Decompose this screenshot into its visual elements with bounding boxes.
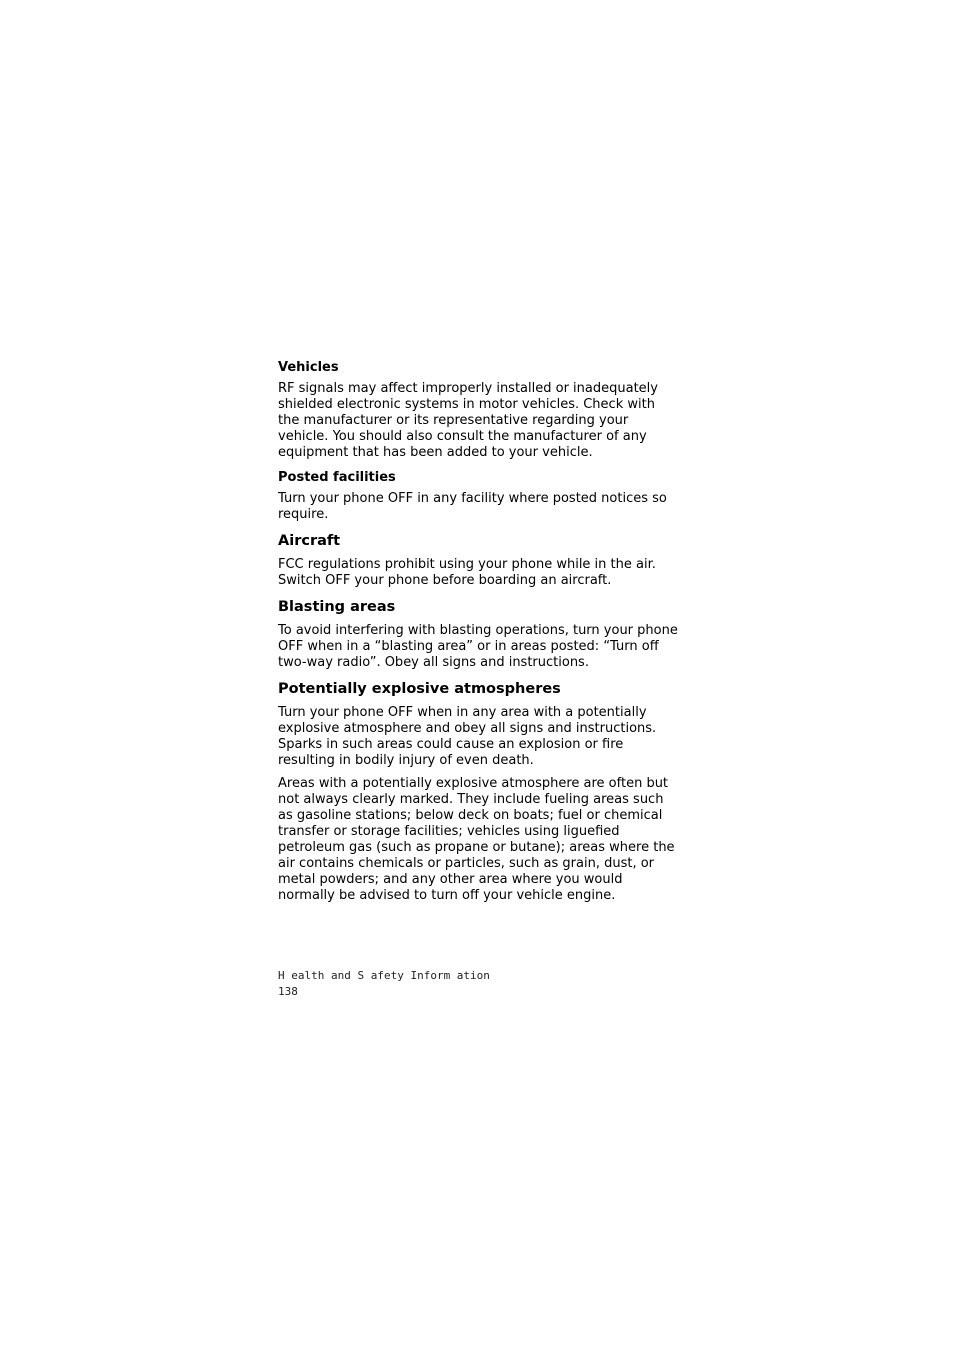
explosive-atmospheres-body-2: Areas with a potentially explosive atmosphere are often but not always clearly marked. They include fueling areas such as gasoline stations; below deck on boats; fuel or chemical transfer or storage facilities; vehicles using liguefied petroleum gas (such as propane or butane); areas where the air contains chemicals or particles, such as grain, dust, or metal powders; and any other area where you would normally be advised to turn off your vehicle engine. — [278, 776, 675, 903]
explosive-atmospheres-body-1: Turn your phone OFF when in any area with a potentially explosive atmosphere and obey all signs and instructions. Sparks in such areas could cause an explosion or fire resulting in bodily injury of even death. — [278, 705, 657, 768]
posted-facilities-heading: Posted facilities — [278, 470, 396, 485]
blasting-areas-body: To avoid interfering with blasting operations, turn your phone OFF when in a “blasting area” or in areas posted: “Turn off two-way radio”. Obey all signs and instructions. — [278, 623, 678, 670]
posted-facilities-body: Turn your phone OFF in any facility where posted notices so require. — [278, 491, 667, 522]
aircraft-body: FCC regulations prohibit using your phone while in the air. Switch OFF your phone before boarding an aircraft. — [278, 557, 656, 588]
explosive-atmospheres-heading: Potentially explosive atmospheres — [278, 681, 561, 697]
page-footer — [278, 968, 490, 1000]
footer-section-title: H ealth and S afety Inform ation — [278, 969, 490, 982]
aircraft-heading: Aircraft — [278, 533, 341, 549]
page-content — [278, 358, 678, 911]
page-number: 138 — [278, 985, 298, 998]
vehicles-heading: Vehicles — [278, 360, 339, 375]
blasting-areas-heading: Blasting areas — [278, 599, 396, 615]
vehicles-body: RF signals may affect improperly installed or inadequately shielded electronic systems in motor vehicles. Check with the manufacturer or its representative regarding your vehicle. You should also consult the manufacturer of any equipment that has been added to your vehicle. — [278, 381, 658, 460]
